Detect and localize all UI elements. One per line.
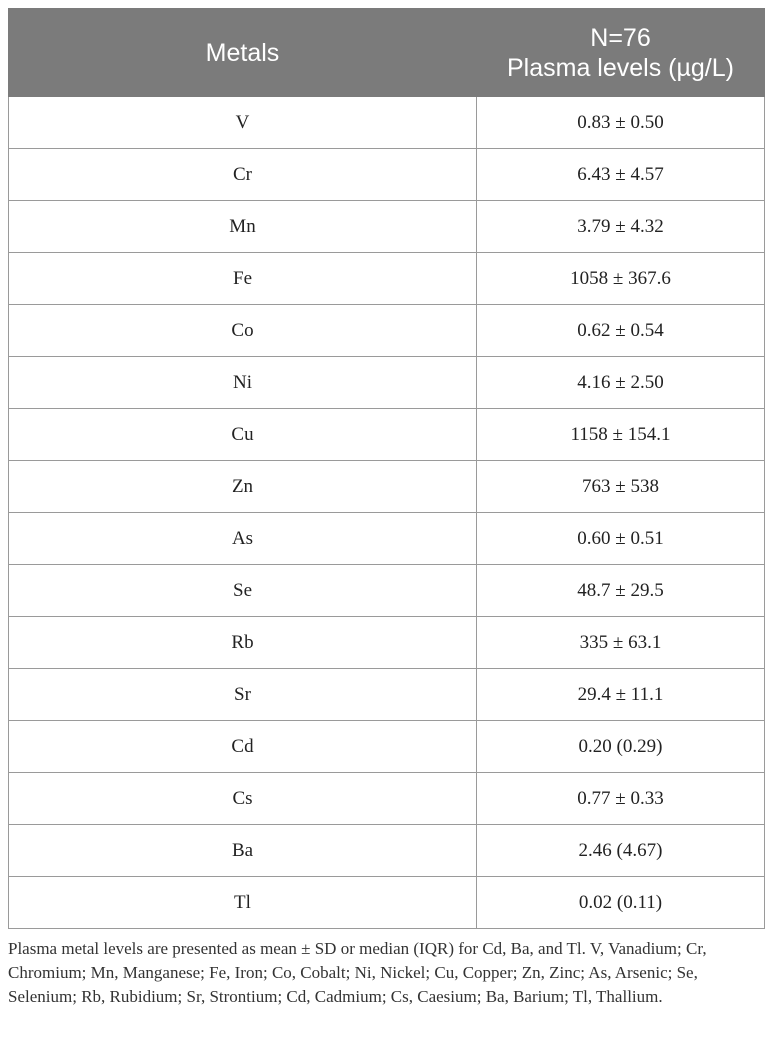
metal-cell: Mn — [9, 201, 477, 253]
value-cell: 1158 ± 154.1 — [477, 409, 765, 461]
metal-cell: Ni — [9, 357, 477, 409]
metal-cell: Rb — [9, 617, 477, 669]
table-row — [9, 409, 765, 461]
value-cell: 335 ± 63.1 — [477, 617, 765, 669]
table-row — [9, 669, 765, 721]
table-row — [9, 149, 765, 201]
table-body — [9, 97, 765, 929]
table-row — [9, 721, 765, 773]
metal-cell: Cs — [9, 773, 477, 825]
table-row — [9, 825, 765, 877]
value-cell: 0.20 (0.29) — [477, 721, 765, 773]
header-sample-size: N=76 — [590, 23, 651, 52]
value-cell: 0.83 ± 0.50 — [477, 97, 765, 149]
value-cell: 1058 ± 367.6 — [477, 253, 765, 305]
table-row — [9, 513, 765, 565]
value-cell: 0.77 ± 0.33 — [477, 773, 765, 825]
value-cell: 48.7 ± 29.5 — [477, 565, 765, 617]
metal-cell: Zn — [9, 461, 477, 513]
header-metals: Metals — [9, 9, 477, 97]
metal-cell: Co — [9, 305, 477, 357]
table-row — [9, 565, 765, 617]
value-cell: 0.60 ± 0.51 — [477, 513, 765, 565]
metal-cell: Ba — [9, 825, 477, 877]
metal-cell: V — [9, 97, 477, 149]
table-row — [9, 357, 765, 409]
metal-cell: Cu — [9, 409, 477, 461]
value-cell: 2.46 (4.67) — [477, 825, 765, 877]
metal-cell: Cr — [9, 149, 477, 201]
value-cell: 6.43 ± 4.57 — [477, 149, 765, 201]
table-row — [9, 97, 765, 149]
table-footnote: Plasma metal levels are presented as mean ± SD or median (IQR) for Cd, Ba, and Tl. V, Vanadium; Cr, Chromium; Mn, Manganese; Fe, Iron; Co, Cobalt; Ni, Nickel; Cu, Copper; Zn, Zinc; As, Arsenic; Se, Selenium; Rb, Rubidium; Sr, Strontium; Cd, Cadmium; Cs, Caesium; Ba, Barium; Tl, Thallium. — [8, 939, 707, 1006]
value-cell: 29.4 ± 11.1 — [477, 669, 765, 721]
header-plasma-levels — [477, 9, 765, 97]
metal-cell: As — [9, 513, 477, 565]
table-row — [9, 461, 765, 513]
metals-table-container — [8, 8, 764, 929]
table-row — [9, 201, 765, 253]
table-row — [9, 305, 765, 357]
table-row — [9, 617, 765, 669]
value-cell: 0.62 ± 0.54 — [477, 305, 765, 357]
metals-table — [8, 8, 765, 929]
metal-cell: Sr — [9, 669, 477, 721]
value-cell: 3.79 ± 4.32 — [477, 201, 765, 253]
metal-cell: Se — [9, 565, 477, 617]
metal-cell: Fe — [9, 253, 477, 305]
table-row — [9, 877, 765, 929]
value-cell: 4.16 ± 2.50 — [477, 357, 765, 409]
table-row — [9, 773, 765, 825]
header-row — [9, 9, 765, 97]
value-cell: 763 ± 538 — [477, 461, 765, 513]
table-header — [9, 9, 765, 97]
metal-cell: Cd — [9, 721, 477, 773]
header-plasma-unit: Plasma levels (µg/L) — [507, 53, 734, 82]
table-row — [9, 253, 765, 305]
metal-cell: Tl — [9, 877, 477, 929]
value-cell: 0.02 (0.11) — [477, 877, 765, 929]
